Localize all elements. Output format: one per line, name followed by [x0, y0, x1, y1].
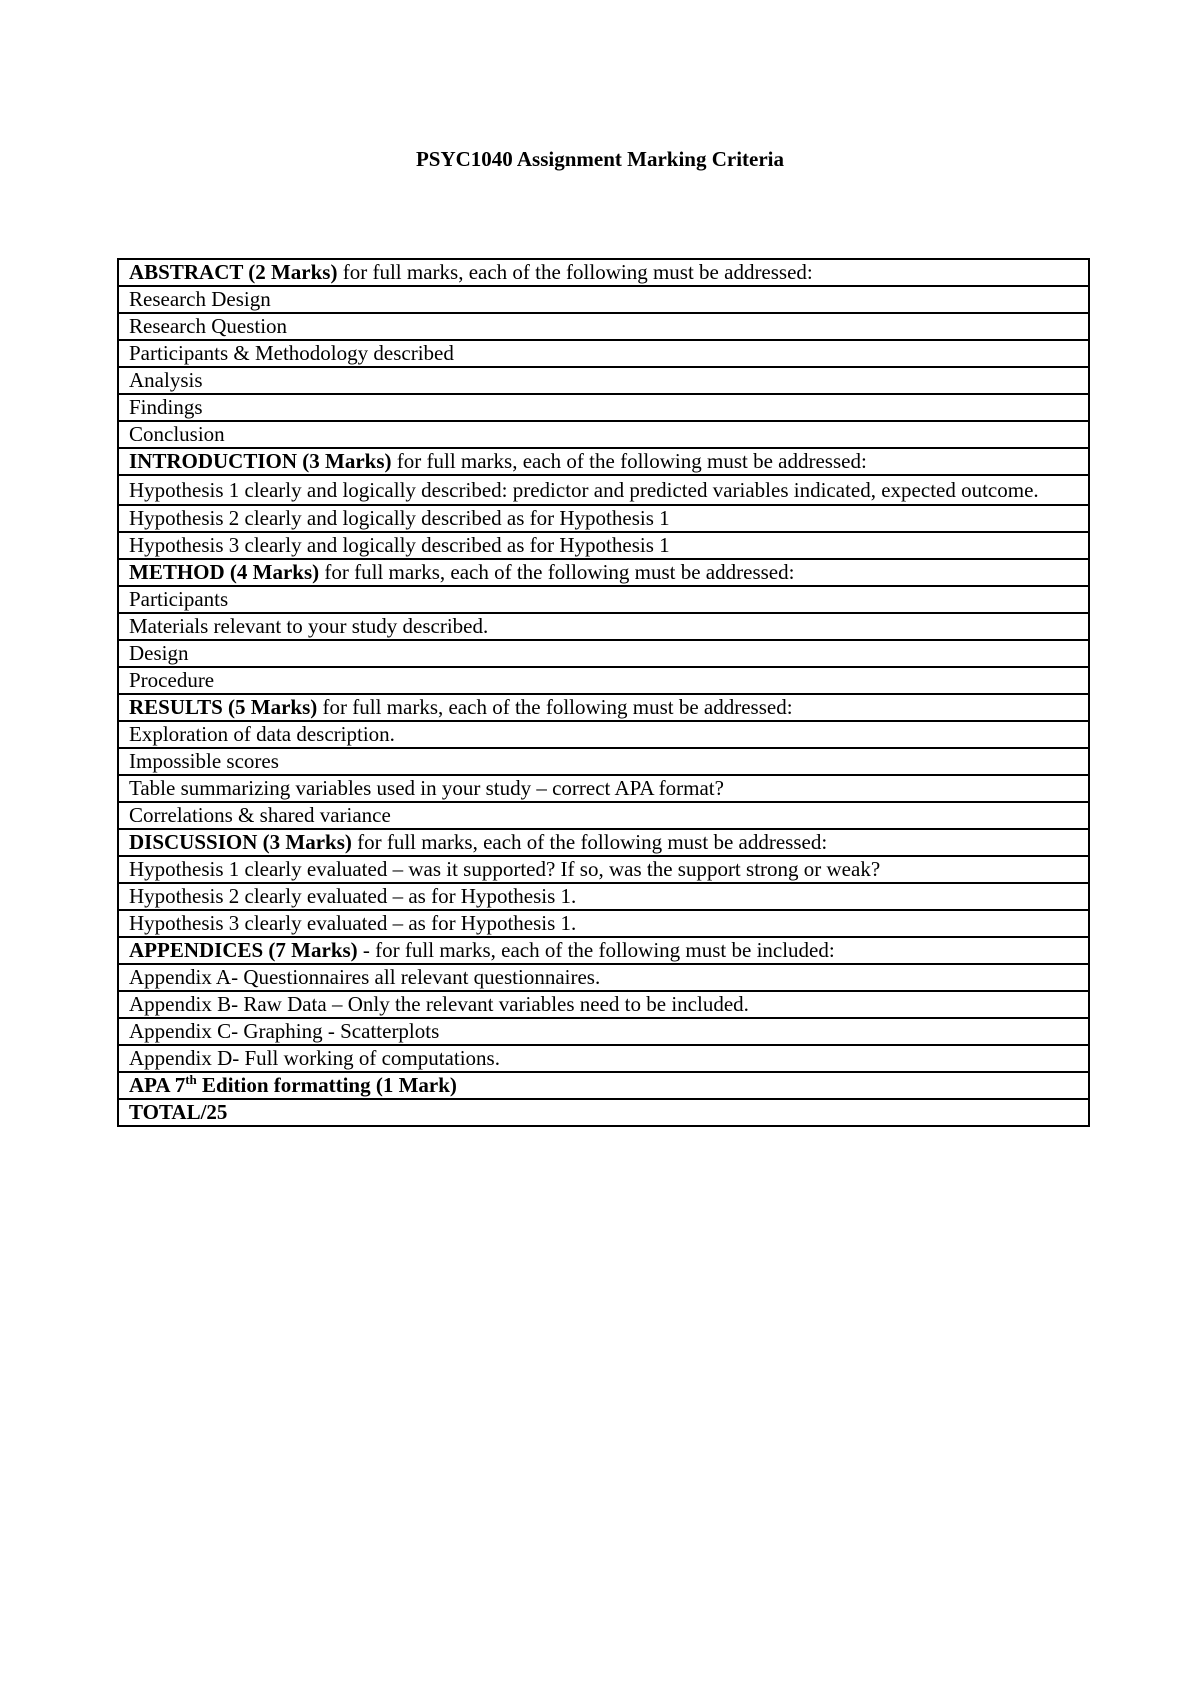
table-row: [118, 856, 1089, 883]
criteria-item: Hypothesis 2 clearly evaluated – as for Hypothesis 1.: [118, 883, 1089, 910]
table-row: [118, 475, 1089, 505]
table-row: [118, 883, 1089, 910]
section-instruction: for full marks, each of the following must be addressed:: [317, 695, 793, 719]
section-header-cell: [118, 937, 1089, 964]
apa-suffix: Edition formatting (1 Mark): [196, 1073, 457, 1097]
table-row: [118, 775, 1089, 802]
section-header-row: [118, 559, 1089, 586]
apa-formatting-cell: [118, 1072, 1089, 1099]
section-heading: RESULTS (5 Marks): [129, 695, 318, 719]
criteria-item: Appendix D- Full working of computations.: [118, 1045, 1089, 1072]
section-heading: ABSTRACT (2 Marks): [129, 260, 338, 284]
section-header-row: [118, 937, 1089, 964]
section-header-cell: [118, 259, 1089, 286]
apa-prefix: APA 7: [129, 1073, 186, 1097]
criteria-item: Table summarizing variables used in your study – correct APA format?: [118, 775, 1089, 802]
criteria-item: Appendix A- Questionnaires all relevant questionnaires.: [118, 964, 1089, 991]
criteria-item: Conclusion: [118, 421, 1089, 448]
criteria-item: Hypothesis 1 clearly and logically described: predictor and predicted variables indicated, expected outcome.: [118, 475, 1089, 505]
table-row: [118, 286, 1089, 313]
marking-criteria-table: [117, 258, 1090, 1127]
table-row: [118, 313, 1089, 340]
table-row: [118, 964, 1089, 991]
table-row: [118, 802, 1089, 829]
criteria-item: Hypothesis 3 clearly and logically described as for Hypothesis 1: [118, 532, 1089, 559]
criteria-item: Appendix C- Graphing - Scatterplots: [118, 1018, 1089, 1045]
section-header-cell: [118, 448, 1089, 475]
section-instruction: for full marks, each of the following must be addressed:: [351, 830, 828, 854]
table-row: [118, 421, 1089, 448]
table-row: [118, 394, 1089, 421]
criteria-item: Research Design: [118, 286, 1089, 313]
section-header-row: [118, 829, 1089, 856]
criteria-item: Appendix B- Raw Data – Only the relevant variables need to be included.: [118, 991, 1089, 1018]
criteria-item: Participants: [118, 586, 1089, 613]
criteria-item: Impossible scores: [118, 748, 1089, 775]
section-header-row: [118, 694, 1089, 721]
criteria-item: Analysis: [118, 367, 1089, 394]
table-row: [118, 991, 1089, 1018]
page-title: PSYC1040 Assignment Marking Criteria: [415, 147, 785, 171]
criteria-item: Design: [118, 640, 1089, 667]
criteria-item: Correlations & shared variance: [118, 802, 1089, 829]
table-row: [118, 1018, 1089, 1045]
table-row: [118, 340, 1089, 367]
table-row: [118, 667, 1089, 694]
total-row: [118, 1099, 1089, 1126]
table-row: [118, 613, 1089, 640]
section-instruction: for full marks, each of the following must be addressed:: [337, 260, 813, 284]
section-header-cell: [118, 694, 1089, 721]
criteria-item: Procedure: [118, 667, 1089, 694]
criteria-item: Materials relevant to your study described.: [118, 613, 1089, 640]
criteria-item: Participants & Methodology described: [118, 340, 1089, 367]
table-row: [118, 367, 1089, 394]
section-heading: METHOD (4 Marks): [129, 560, 320, 584]
criteria-item: Hypothesis 2 clearly and logically described as for Hypothesis 1: [118, 505, 1089, 532]
table-row: [118, 532, 1089, 559]
section-heading: APPENDICES (7 Marks): [129, 938, 358, 962]
apa-formatting-row: [118, 1072, 1089, 1099]
table-row: [118, 640, 1089, 667]
section-heading: INTRODUCTION (3 Marks): [129, 449, 392, 473]
criteria-item: Research Question: [118, 313, 1089, 340]
section-header-row: [118, 448, 1089, 475]
section-header-cell: [118, 559, 1089, 586]
section-instruction: for full marks, each of the following must be addressed:: [319, 560, 795, 584]
criteria-item: Hypothesis 3 clearly evaluated – as for Hypothesis 1.: [118, 910, 1089, 937]
table-row: [118, 1045, 1089, 1072]
criteria-item: Findings: [118, 394, 1089, 421]
apa-superscript: th: [185, 1072, 197, 1087]
table-row: [118, 586, 1089, 613]
table-row: [118, 748, 1089, 775]
section-header-row: [118, 259, 1089, 286]
criteria-item: Exploration of data description.: [118, 721, 1089, 748]
table-row: [118, 505, 1089, 532]
table-row: [118, 910, 1089, 937]
table-row: [118, 721, 1089, 748]
section-instruction: - for full marks, each of the following must be included:: [357, 938, 835, 962]
total-cell: TOTAL/25: [118, 1099, 1089, 1126]
criteria-item: Hypothesis 1 clearly evaluated – was it supported? If so, was the support strong or weak?: [118, 856, 1089, 883]
section-heading: DISCUSSION (3 Marks): [129, 830, 352, 854]
section-instruction: for full marks, each of the following must be addressed:: [391, 449, 867, 473]
section-header-cell: [118, 829, 1089, 856]
